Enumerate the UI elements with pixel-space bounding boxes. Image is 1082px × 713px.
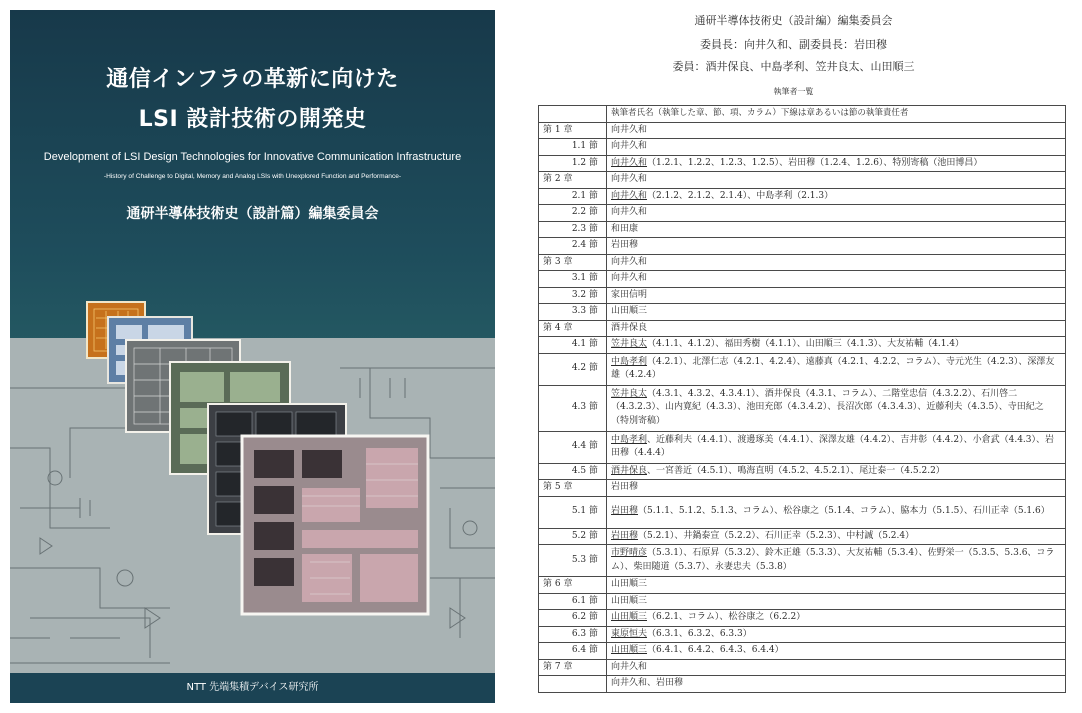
table-row — [539, 205, 1066, 222]
lead-author: 向井久和 — [611, 157, 648, 168]
authors-cell — [607, 385, 1066, 431]
authors-cell — [607, 287, 1066, 304]
authors-cell — [607, 139, 1066, 156]
lead-author: 向井久和 — [611, 124, 648, 135]
contributors: （6.4.1、6.4.2、6.4.3、6.4.4） — [647, 645, 784, 655]
table-row — [539, 659, 1066, 676]
table-row — [539, 528, 1066, 545]
authors-cell — [607, 593, 1066, 610]
section-label: 4.1 節 — [539, 337, 607, 354]
authors-cell — [607, 676, 1066, 693]
table-row — [539, 593, 1066, 610]
lead-author: 岩田穆 — [611, 240, 639, 250]
authors-cell — [607, 337, 1066, 354]
lead-author: 向井久和 — [611, 174, 648, 184]
table-row — [539, 320, 1066, 337]
section-label: 6.4 節 — [539, 643, 607, 660]
authors-cell — [607, 353, 1066, 385]
lead-author: 中島孝利 — [611, 434, 648, 445]
authors-cell — [607, 188, 1066, 205]
section-label: 4.4 節 — [539, 431, 607, 463]
table-header-empty — [539, 106, 607, 123]
table-row — [539, 287, 1066, 304]
lead-author: 山田順三 — [611, 612, 648, 622]
section-label: 4.2 節 — [539, 353, 607, 385]
chapter-label: 第 5 章 — [539, 480, 607, 497]
section-label: 2.3 節 — [539, 221, 607, 238]
table-row — [539, 337, 1066, 354]
section-label: 2.1 節 — [539, 188, 607, 205]
table-row — [539, 431, 1066, 463]
chapter-label: 第 7 章 — [539, 659, 607, 676]
lead-author: 笠井良太 — [611, 339, 648, 349]
lead-author: 山田順三 — [611, 595, 648, 606]
document-page — [505, 0, 1082, 713]
lead-author: 向井久和 — [611, 207, 648, 217]
table-row — [539, 643, 1066, 660]
authors-cell — [607, 172, 1066, 189]
contributors: （1.2.1、1.2.2、1.2.3、1.2.5）、岩田穆（1.2.4、1.2.6）、特別寄稿（池田博昌） — [647, 157, 983, 168]
lead-author: 中島孝利 — [611, 356, 648, 367]
table-row — [539, 188, 1066, 205]
lead-author: 岩田穆 — [611, 482, 639, 492]
table-row — [539, 172, 1066, 189]
authors-cell — [607, 545, 1066, 577]
lead-author: 酒井保良 — [611, 465, 648, 476]
table-row — [539, 139, 1066, 156]
lead-author: 向井久和 — [611, 273, 648, 283]
section-label: 6.1 節 — [539, 593, 607, 610]
contributors: （2.1.2、2.1.2、2.1.4）、中島孝利（2.1.3） — [647, 190, 834, 201]
authors-cell — [607, 577, 1066, 594]
table-row — [539, 238, 1066, 255]
authors-cell — [607, 463, 1066, 480]
contributors: （5.3.1）、石原昇（5.3.2）、鈴木正雄（5.3.3）、大友祐輔（5.3.4）、佐野栄一（5.3.5、5.3.6、コラム）、柴田随道（5.3.7）、永妻忠夫（5.3.8） — [611, 548, 1055, 572]
chapter-label: 第 1 章 — [539, 122, 607, 139]
cover-title-line1: 通信インフラの革新に向けた — [106, 67, 399, 92]
authors-cell — [607, 528, 1066, 545]
contributors: （6.2.1、コラム）、松谷康之（6.2.2） — [647, 612, 806, 622]
section-label: 4.5 節 — [539, 463, 607, 480]
table-row — [539, 626, 1066, 643]
committee-members: 委員：酒井保良、中島孝利、笠井良太、山田順三 — [672, 60, 915, 73]
table-row — [539, 610, 1066, 627]
authors-cell — [607, 320, 1066, 337]
table-body — [539, 122, 1066, 692]
lead-author: 向井久和 — [611, 190, 648, 201]
section-label: 3.3 節 — [539, 304, 607, 321]
authors-cell — [607, 205, 1066, 222]
chapter-label: 第 6 章 — [539, 577, 607, 594]
section-label: 3.2 節 — [539, 287, 607, 304]
chip-6-pink-circuit — [242, 436, 428, 614]
cover-committee: 通研半導体技術史（設計篇）編集委員会 — [126, 206, 379, 222]
contributors: （6.3.1、6.3.2、6.3.3） — [647, 628, 752, 639]
table-row — [539, 676, 1066, 693]
book-cover — [10, 10, 495, 703]
section-label: 6.3 節 — [539, 626, 607, 643]
authors-cell — [607, 480, 1066, 497]
section-label: 4.3 節 — [539, 385, 607, 431]
contributors: （4.1.1、4.1.2）、福田秀樹（4.1.1）、山田順三（4.1.3）、大友祐輔（4.1.4） — [647, 339, 965, 349]
cover-english-title: Development of LSI Design Technologies for Innovative Communication Infrastructure — [43, 151, 462, 163]
lead-author: 酒井保良 — [611, 322, 648, 333]
table-row — [539, 545, 1066, 577]
lead-author: 山田順三 — [611, 645, 648, 655]
lead-author: 家田信明 — [611, 289, 648, 300]
contributors: 向井久和、岩田穆 — [611, 678, 684, 688]
contributors: （5.2.1）、井鍋泰宣（5.2.2）、石川正幸（5.2.3）、中村誠（5.2.4） — [638, 530, 915, 541]
lead-author: 岩田穆 — [611, 530, 639, 541]
authors-cell — [607, 643, 1066, 660]
contributors: （5.1.1、5.1.2、5.1.3、コラム）、松谷康之（5.1.4、コラム）、脇本力（5.1.5）、石川正幸（5.1.6） — [638, 506, 1050, 517]
cover-title — [10, 60, 495, 140]
authors-cell — [607, 221, 1066, 238]
authors-cell — [607, 155, 1066, 172]
chip-collage-illustration — [10, 278, 495, 673]
contributors: （4.2.1）、北澤仁志（4.2.1、4.2.4）、遠藤真（4.2.1、4.2.2、コラム）、寺元光生（4.2.3）、深澤友雄（4.2.4） — [611, 356, 1055, 380]
contributors: 、一宮善近（4.5.1）、鳴海直明（4.5.2、4.5.2.1）、尾辻泰一（4.5.2.2） — [647, 465, 945, 476]
cover-english-subtitle: -History of Challenge to Digital, Memory and Analog LSIs with Unexplored Function and Performance- — [103, 173, 402, 180]
table-row — [539, 385, 1066, 431]
lead-author: 山田順三 — [611, 579, 648, 589]
lead-author: 向井久和 — [611, 661, 648, 672]
cover-title-line2: LSI 設計技術の開発史 — [138, 107, 367, 132]
authors-cell — [607, 238, 1066, 255]
committee-title: 通研半導体技術史（設計編）編集委員会 — [694, 14, 893, 27]
table-row — [539, 221, 1066, 238]
table-caption: 執筆者一覧 — [773, 87, 814, 96]
authors-cell — [607, 254, 1066, 271]
authors-cell — [607, 304, 1066, 321]
table-row — [539, 122, 1066, 139]
table-row — [539, 254, 1066, 271]
chapter-label: 第 2 章 — [539, 172, 607, 189]
lead-author: 向井久和 — [611, 141, 648, 151]
lead-author: 市野晴彦 — [611, 548, 648, 558]
table-row — [539, 480, 1066, 497]
authors-cell — [607, 610, 1066, 627]
table-row — [539, 271, 1066, 288]
section-label: 5.1 節 — [539, 496, 607, 528]
section-label: 5.3 節 — [539, 545, 607, 577]
authors-table — [538, 105, 1066, 693]
section-label: 1.1 節 — [539, 139, 607, 156]
lead-author: 和田康 — [611, 223, 639, 234]
table-header-row — [539, 106, 1066, 123]
lead-author: 岩田穆 — [611, 506, 639, 517]
section-label — [539, 676, 607, 693]
table-row — [539, 496, 1066, 528]
table-row — [539, 577, 1066, 594]
section-label: 1.2 節 — [539, 155, 607, 172]
section-label: 6.2 節 — [539, 610, 607, 627]
table-row — [539, 463, 1066, 480]
authors-cell — [607, 431, 1066, 463]
contributors: 、近藤利夫（4.4.1）、渡邊琢美（4.4.1）、深澤友雄（4.4.2）、吉井彰（4.4.2）、小倉武（4.4.3）、岩田穆（4.4.4） — [611, 434, 1055, 458]
authors-cell — [607, 659, 1066, 676]
lead-author: 山田順三 — [611, 306, 648, 316]
chapter-label: 第 4 章 — [539, 320, 607, 337]
cover-publisher: NTT 先端集積デバイス研究所 — [10, 673, 495, 703]
lead-author: 向井久和 — [611, 256, 648, 267]
section-label: 2.2 節 — [539, 205, 607, 222]
authors-cell — [607, 271, 1066, 288]
table-row — [539, 304, 1066, 321]
table-row — [539, 353, 1066, 385]
authors-cell — [607, 122, 1066, 139]
lead-author: 笠井良太 — [611, 388, 648, 399]
table-row — [539, 155, 1066, 172]
contributors: （4.3.1、4.3.2、4.3.4.1）、酒井保良（4.3.1、コラム）、二階堂忠信（4.3.2.2）、石川啓二（4.3.2.3）、山内寛紀（4.3.3）、池田充郎（4.3.4.2）、長沼次郎（4.3.4.3）、近藤利夫（4.3.5）、寺田紀之（特別寄稿） — [611, 388, 1044, 426]
committee-chair: 委員長：向井久和、副委員長：岩田穆 — [700, 38, 887, 51]
section-label: 5.2 節 — [539, 528, 607, 545]
section-label: 3.1 節 — [539, 271, 607, 288]
authors-cell — [607, 626, 1066, 643]
table-header-authors: 執筆者氏名（執筆した章、節、項、カラム）下線は章あるいは節の執筆責任者 — [607, 106, 1066, 123]
section-label: 2.4 節 — [539, 238, 607, 255]
chapter-label: 第 3 章 — [539, 254, 607, 271]
lead-author: 東原恒夫 — [611, 628, 648, 639]
authors-cell — [607, 496, 1066, 528]
